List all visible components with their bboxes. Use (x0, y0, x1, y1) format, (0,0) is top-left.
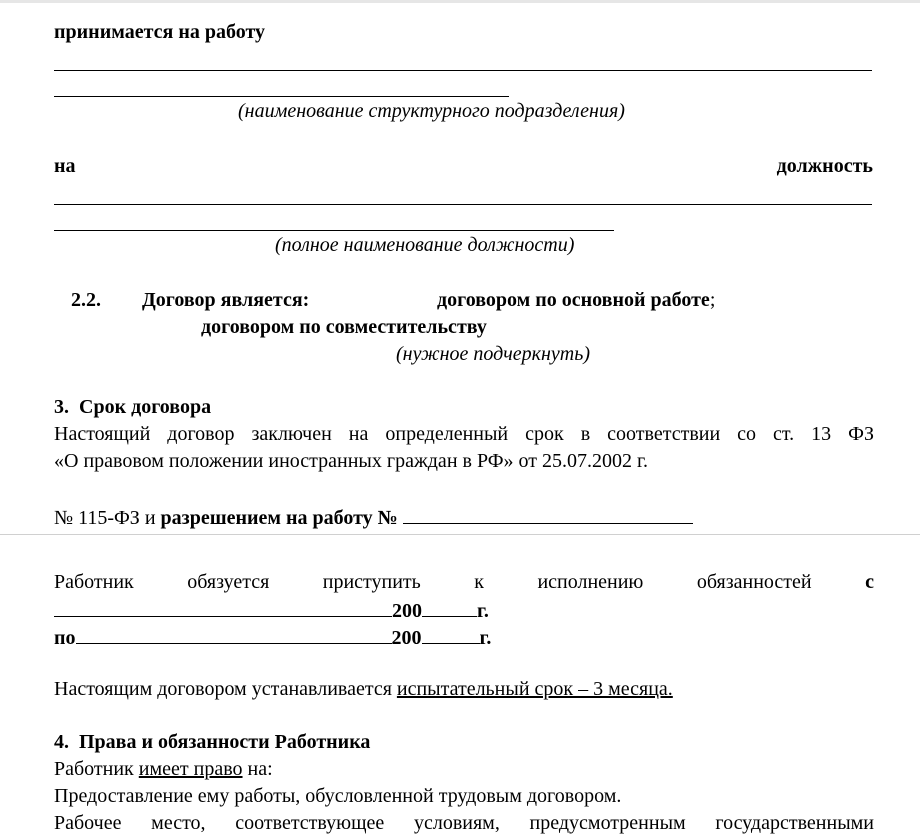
section4-title: Права и обязанности Работника (79, 731, 371, 753)
clause-number: 2.2. (71, 289, 101, 311)
year-suffix: г. (479, 627, 492, 649)
section4-heading (54, 731, 370, 753)
position-word: должность (776, 155, 873, 177)
option-secondary[interactable]: договором по совместительству (201, 316, 487, 338)
section3-title: Срок договора (79, 396, 212, 418)
start-word: Работник (54, 571, 134, 593)
section4-number: 4. (54, 731, 69, 753)
section3-number: 3. (54, 396, 69, 418)
start-date-field[interactable] (54, 598, 392, 617)
start-word: обязуется (187, 571, 270, 593)
option-main[interactable]: договором по основной работе (437, 289, 710, 311)
unit-line-2[interactable] (54, 96, 509, 97)
rights-item-2: Рабочее место, соответствующее условиям, предусмотренным государственными (54, 812, 874, 834)
year-prefix: 200 (391, 627, 422, 649)
permit-line (54, 505, 693, 529)
term-line-1 (54, 423, 874, 445)
on-word: на (54, 155, 76, 177)
probation-prefix: Настоящим договором устанавливается (54, 678, 392, 700)
start-word: приступить (322, 571, 421, 593)
underline-note: (нужное подчеркнуть) (396, 343, 590, 365)
year-suffix: г. (477, 600, 489, 622)
permit-label: разрешением на работу № (160, 507, 398, 529)
start-line (54, 571, 874, 593)
term-line-2: «О правовом положении иностранных граждан в РФ» от 25.07.2002 г. (54, 450, 648, 472)
start-from: с (865, 571, 874, 593)
permit-number-field[interactable] (403, 505, 693, 524)
year-prefix: 200 (392, 600, 422, 622)
section3-heading (54, 396, 211, 418)
clause-lead: Договор является: (142, 289, 310, 311)
position-line-2[interactable] (54, 230, 614, 231)
start-year-field[interactable] (422, 598, 477, 617)
end-date-field[interactable] (76, 625, 392, 644)
probation-line (54, 678, 673, 700)
end-date-line (54, 625, 491, 649)
clause-option-main-line (437, 289, 715, 311)
rights-prefix: Работник (54, 758, 134, 780)
start-word: исполнению (537, 571, 644, 593)
end-year-field[interactable] (422, 625, 480, 644)
position-caption: (полное наименование должности) (275, 234, 575, 256)
hired-to-label: принимается на работу (54, 21, 266, 43)
start-word: обязанностей (696, 571, 812, 593)
until-word: по (54, 627, 76, 649)
position-line-1[interactable] (54, 204, 872, 205)
rights-line (54, 758, 273, 780)
rights-suffix: на: (247, 758, 273, 780)
start-date-line (54, 598, 489, 622)
unit-line-1[interactable] (54, 70, 872, 71)
option-semicolon: ; (709, 289, 716, 311)
rights-item-1: Предоставление ему работы, обусловленной трудовым договором. (54, 785, 622, 807)
rights-item-2-line (54, 812, 874, 834)
unit-caption: (наименование структурного подразделения) (238, 100, 625, 122)
probation-term: испытательный срок – 3 месяца. (396, 678, 673, 700)
page-top-edge (0, 0, 920, 3)
page-break (0, 534, 920, 535)
law-number: № 115-ФЗ и (54, 507, 156, 529)
term-line-1-text: Настоящий договор заключен на определенный срок в соответствии со ст. 13 ФЗ (54, 423, 874, 445)
start-word: к (474, 571, 484, 593)
rights-has-right: имеет право (138, 758, 243, 780)
